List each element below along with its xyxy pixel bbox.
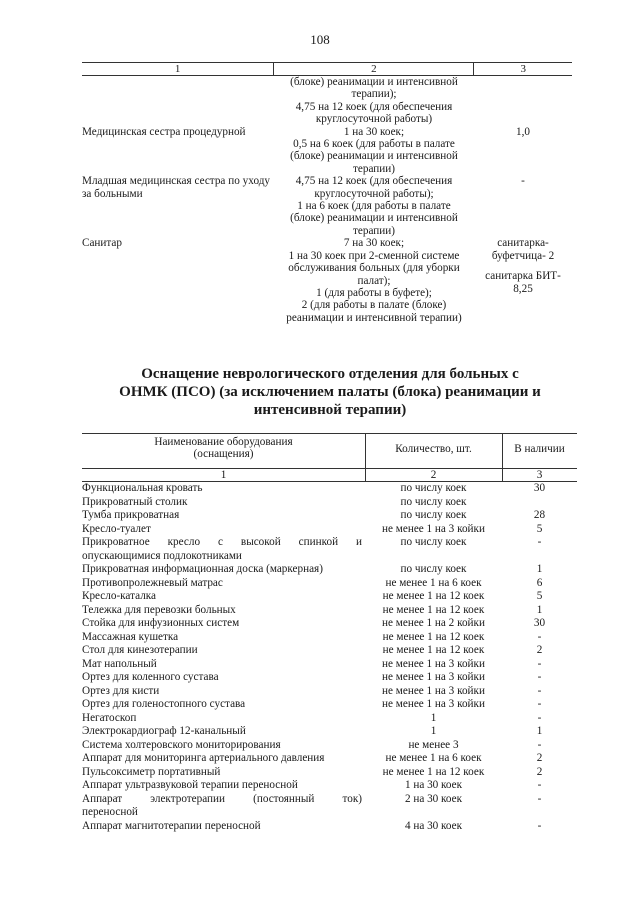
equipment-available: -	[537, 779, 542, 791]
equipment-name	[82, 496, 365, 510]
table-row	[82, 496, 577, 510]
header-quantity: Количество, шт.	[395, 443, 472, 455]
staff-norm-line: (блоке) реанимации и интенсивной	[290, 212, 458, 225]
equipment-name	[82, 482, 365, 496]
equipment-name-line: Массажная кушетка	[82, 630, 179, 643]
table-row	[82, 725, 577, 739]
equipment-quantity: не менее 1 на 12 коек	[382, 603, 485, 616]
equipment-available: 5	[536, 590, 543, 602]
staff-norm-line: терапии)	[353, 224, 395, 237]
equipment-available: 2	[536, 765, 543, 778]
staff-position: Медицинская сестра процедурной	[82, 125, 246, 138]
equipment-available: 30	[533, 482, 546, 494]
table-row	[82, 523, 577, 537]
equipment-name	[82, 644, 365, 658]
equipment-name-line: Противопролежневый матрас	[82, 576, 223, 589]
staff-norm-line: 0,5 на 6 коек (для работы в палате	[293, 138, 455, 151]
equipment-available: 5	[536, 522, 543, 535]
equipment-name-line: Прикроватная информационная доска (маркерная)	[82, 563, 323, 575]
staff-position	[82, 76, 274, 126]
table-row	[82, 577, 577, 591]
column-number-3: 3	[536, 469, 543, 481]
section-heading	[100, 365, 560, 419]
equipment-available	[502, 496, 577, 510]
equipment-name	[82, 631, 365, 645]
staff-position: Младшая медицинская сестра по уходу за больными	[82, 175, 270, 200]
equipment-name-line: Аппарат магнитотерапии переносной	[82, 819, 261, 832]
staff-norm-line: 1 на 30 коек при 2-сменной системе	[288, 249, 460, 262]
staff-norm-line: 2 (для работы в палате (блоке)	[301, 299, 447, 312]
heading-line: Оснащение неврологического отделения для больных с	[141, 366, 519, 382]
table-row	[82, 698, 577, 712]
column-number-1: 1	[220, 469, 227, 481]
equipment-name-line: Тумба прикроватная	[82, 509, 180, 521]
equipment-quantity: 1 на 30 коек	[404, 779, 463, 791]
equipment-name-line: Аппарат электротерапии (постоянный ток)	[82, 792, 362, 805]
staff-row	[82, 175, 572, 237]
equipment-quantity: не менее 1 на 3 койки	[382, 684, 485, 697]
equipment-name-line: переносной	[82, 806, 138, 818]
equipment-name-line: Кресло-туалет	[82, 522, 151, 535]
table-row	[82, 482, 577, 496]
equipment-available: -	[537, 819, 542, 832]
staff-norm	[274, 175, 474, 237]
equipment-quantity: 1	[430, 725, 437, 737]
equipment-quantity: по числу коек	[400, 536, 467, 548]
equipment-name	[82, 766, 365, 780]
equipment-quantity: не менее 1 на 12 коек	[382, 765, 485, 778]
equipment-name-line: Ортез для коленного сустава	[82, 671, 219, 683]
header-name-line: (оснащения)	[193, 448, 254, 460]
equipment-name-line: Система холтеровского мониторирования	[82, 738, 281, 751]
staff-norm-line: (блоке) реанимации и интенсивной	[290, 76, 458, 88]
staff-count	[474, 126, 572, 176]
equipment-name-line: Функциональная кровать	[82, 482, 203, 494]
equipment-available: -	[537, 711, 542, 724]
equipment-available: 1	[536, 603, 543, 616]
equipment-name	[82, 671, 365, 685]
equipment-quantity: 1	[430, 711, 437, 724]
equipment-quantity: не менее 1 на 3 койки	[382, 522, 485, 535]
staff-norm-line: палат);	[357, 274, 391, 287]
staff-count-line: буфетчица- 2	[491, 249, 555, 262]
equipment-available: -	[537, 536, 542, 548]
equipment-name-line: Кресло-каталка	[82, 590, 157, 602]
equipment-name-line: опускающимися подлокотниками	[82, 549, 242, 562]
equipment-available: 2	[536, 644, 543, 656]
equipment-quantity: 2 на 30 коек	[404, 792, 463, 805]
staff-count	[474, 237, 572, 324]
table-row	[82, 617, 577, 631]
table-row	[82, 766, 577, 780]
equipment-name	[82, 577, 365, 591]
staff-norm-line: терапии)	[353, 162, 395, 175]
staff-count-line: 8,25	[513, 282, 533, 295]
equipment-available: -	[537, 792, 542, 805]
equipment-available: 28	[533, 509, 546, 521]
table-row	[82, 820, 577, 834]
table-row	[82, 536, 577, 563]
staff-row	[82, 76, 572, 126]
equipment-name-line: Пульсоксиметр портативный	[82, 765, 221, 778]
equipment-name	[82, 658, 365, 672]
equipment-quantity: не менее 1 на 3 койки	[382, 698, 485, 710]
equipment-name-line: Прикроватный столик	[82, 495, 188, 508]
table-row	[82, 739, 577, 753]
column-header-2: 2	[274, 63, 474, 75]
staff-norm-line: 7 на 30 коек;	[343, 237, 405, 250]
table-row	[82, 563, 577, 577]
staff-position: Санитар	[82, 237, 122, 250]
equipment-available: -	[537, 738, 542, 751]
equipment-quantity: по числу коек	[400, 482, 467, 494]
table-row	[82, 644, 577, 658]
table-row	[82, 509, 577, 523]
equipment-quantity: 4 на 30 коек	[404, 819, 463, 832]
staff-norm-line: 4,75 на 12 коек (для обеспечения	[295, 175, 453, 188]
equipment-available: -	[537, 684, 542, 697]
staff-norm	[274, 237, 474, 324]
equipment-name-line: Мат напольный	[82, 657, 157, 670]
table-row	[82, 793, 577, 820]
staff-norm-line: круглосуточной работы)	[315, 113, 433, 126]
equipment-available: -	[537, 657, 542, 670]
equipment-quantity: по числу коек	[400, 495, 467, 508]
table-row	[82, 658, 577, 672]
column-number-2: 2	[430, 469, 437, 481]
staff-norm-line: 4,75 на 12 коек (для обеспечения	[295, 100, 453, 113]
equipment-quantity: не менее 1 на 12 коек	[382, 630, 485, 643]
header-name	[82, 436, 365, 460]
equipment-quantity: не менее 1 на 12 коек	[382, 644, 485, 656]
staff-norm	[274, 126, 474, 176]
equipment-quantity: по числу коек	[400, 563, 467, 575]
equipment-quantity: не менее 1 на 2 койки	[382, 617, 485, 629]
equipment-name-line: Электрокардиограф 12-канальный	[82, 725, 246, 737]
staff-count-line	[474, 262, 572, 270]
staff-norm-line: обслуживания больных (для уборки	[288, 262, 460, 275]
equipment-name	[82, 725, 365, 739]
column-header-3: 3	[520, 63, 526, 75]
staff-row	[82, 237, 572, 324]
equipment-quantity: не менее 1 на 3 койки	[382, 671, 485, 683]
equipment-name	[82, 739, 365, 753]
staff-norm-line: 1 (для работы в буфете);	[316, 286, 432, 299]
table-row	[82, 671, 577, 685]
column-divider	[502, 434, 503, 481]
staff-norm-line: 1 на 6 коек (для работы в палате	[297, 200, 451, 213]
staff-count-line: санитарка БИТ-	[485, 270, 561, 283]
staff-norm-line: реанимации и интенсивной терапии)	[286, 311, 462, 324]
table-row	[82, 604, 577, 618]
equipment-name-line: Аппарат для мониторинга артериального давления	[82, 752, 325, 764]
heading-line: ОНМК (ПСО) (за исключением палаты (блока) реанимации и	[119, 384, 541, 400]
header-name-line: Наименование оборудования	[154, 436, 293, 448]
staff-count-line: 1,0	[516, 125, 530, 138]
staff-row	[82, 126, 572, 176]
header-available: В наличии	[514, 443, 565, 455]
equipment-name	[82, 590, 365, 604]
equipment-table	[82, 433, 577, 833]
staff-norm-line: (блоке) реанимации и интенсивной	[290, 150, 458, 163]
equipment-quantity: по числу коек	[400, 509, 467, 521]
equipment-available: 1	[536, 725, 543, 737]
equipment-name-line: Стол для кинезотерапии	[82, 644, 198, 656]
equipment-name	[82, 563, 365, 577]
table-row	[82, 631, 577, 645]
equipment-name-line: Ортез для кисти	[82, 684, 160, 697]
equipment-quantity: не менее 3	[408, 738, 459, 751]
column-divider	[365, 434, 366, 481]
equipment-name-line: Тележка для перевозки больных	[82, 603, 236, 616]
equipment-name	[82, 617, 365, 631]
equipment-name	[82, 698, 365, 712]
equipment-name-line: Негатоскоп	[82, 711, 137, 724]
staff-norm-line: 1 на 30 коек;	[343, 125, 405, 138]
equipment-name	[82, 523, 365, 537]
equipment-name	[82, 604, 365, 618]
equipment-quantity: не менее 1 на 6 коек	[385, 576, 482, 589]
staffing-table-header	[82, 62, 572, 76]
equipment-available: 1	[536, 563, 543, 575]
equipment-name-line: Ортез для голеностопного сустава	[82, 698, 246, 710]
table-row	[82, 685, 577, 699]
table-row	[82, 712, 577, 726]
equipment-name	[82, 536, 365, 563]
equipment-name	[82, 712, 365, 726]
table-row	[82, 779, 577, 793]
page-number: 108	[310, 32, 330, 47]
staff-count	[474, 175, 572, 237]
equipment-quantity: не менее 1 на 3 койки	[382, 657, 485, 670]
equipment-quantity: не менее 1 на 12 коек	[382, 590, 485, 602]
equipment-name	[82, 820, 365, 834]
equipment-name	[82, 793, 365, 820]
heading-line: интенсивной терапии)	[253, 402, 407, 418]
equipment-available: 2	[536, 752, 543, 764]
equipment-available: -	[537, 671, 542, 683]
staff-norm-line: круглосуточной работы);	[314, 187, 434, 200]
equipment-available: 6	[536, 576, 543, 589]
staff-norm-line: терапии);	[351, 88, 397, 101]
equipment-available: -	[537, 698, 542, 710]
equipment-name	[82, 685, 365, 699]
equipment-available: 30	[533, 617, 546, 629]
equipment-name	[82, 779, 365, 793]
column-header-1: 1	[82, 63, 274, 75]
equipment-name-line: Прикроватное кресло с высокой спинкой и	[82, 536, 362, 548]
staff-count-line: санитарка-	[497, 237, 549, 250]
staff-norm	[274, 76, 474, 126]
equipment-available: -	[537, 630, 542, 643]
staff-count	[474, 76, 572, 126]
staffing-table	[82, 62, 572, 324]
equipment-name-line: Аппарат ультразвуковой терапии переносной	[82, 779, 298, 791]
equipment-name	[82, 509, 365, 523]
table-row	[82, 590, 577, 604]
equipment-quantity: не менее 1 на 6 коек	[385, 752, 482, 764]
equipment-table-header	[82, 433, 577, 468]
staff-count-line: -	[521, 175, 525, 188]
equipment-name	[82, 752, 365, 766]
equipment-name-line: Стойка для инфузионных систем	[82, 617, 240, 629]
table-row	[82, 752, 577, 766]
